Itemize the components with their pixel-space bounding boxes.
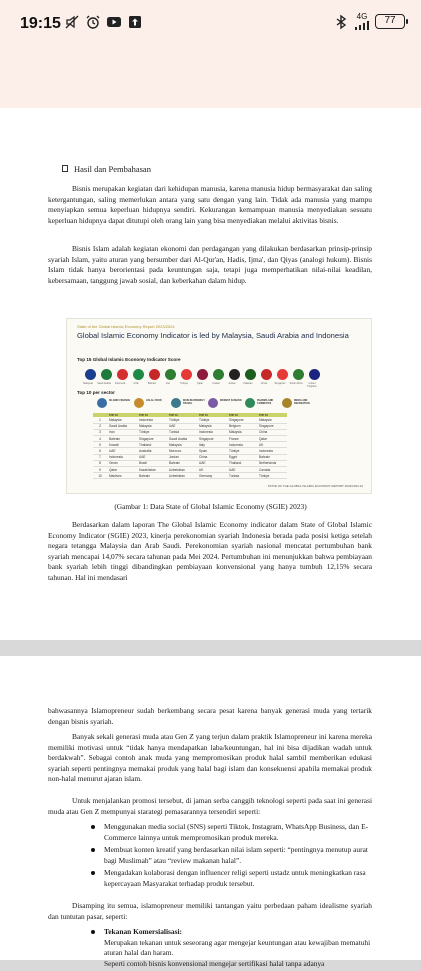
- flag-country-name: Bahrain: [147, 382, 157, 385]
- signal-icon: [355, 21, 369, 30]
- figure-sector-label: Top 10 per sector: [77, 390, 115, 395]
- sector-label: HALAL FOOD: [146, 399, 162, 402]
- table-cell: Bahrain: [257, 454, 287, 460]
- document-page-1[interactable]: [0, 108, 421, 640]
- sector-label: MEDIA AND RECREATION: [294, 399, 310, 405]
- section-heading: [62, 164, 151, 174]
- list-item: [104, 822, 374, 843]
- table-cell: UAE: [227, 467, 257, 473]
- youtube-icon: [106, 14, 122, 30]
- challenge-text: Merupakan tekanan untuk seseorang agar mengejar keuntungan atau kewajiban mematuhi aturan halal dan haram.: [104, 937, 371, 958]
- table-cell: 6: [93, 448, 107, 454]
- country-flag-icon: [245, 369, 256, 380]
- table-cell: Malaysia: [167, 442, 197, 448]
- table-cell: Spain: [197, 448, 227, 454]
- alarm-icon: [85, 14, 101, 30]
- status-bar: [0, 0, 421, 50]
- country-flag-icon: [213, 369, 224, 380]
- table-cell: 2: [93, 423, 107, 429]
- paragraph: Berdasarkan dalam laporan The Global Islamic Economy indicator dalam State of Global Islamic Economy Indicator (SGIE) 2023, kinerja perekonomian syariah Indonesia berada pada posisi ketiga setelah negara tetangga Malaysia dan Arab Saudi. Perekonomian syariah nasional mencatat pertumbuhan bank syariah mencapai 14,07% secara tahunan pada Mei 2024. Pertumbuhan ini menunjukkan bahwa pembiayaan bank syariah lebih tinggi dibandingkan pembiayaan konvensional yang hanya tumbuh 12,15% secara tahunan. Hal ini mendasari: [48, 520, 372, 582]
- flag-country-name: UAE: [133, 382, 139, 385]
- flag-country-name: Iran: [165, 382, 171, 385]
- network-label: 4G: [356, 12, 368, 21]
- country-flag-icon: [309, 369, 320, 380]
- table-cell: Qatar: [107, 467, 137, 473]
- table-cell: Kazakhstan: [137, 467, 167, 473]
- mute-icon: [64, 14, 80, 30]
- battery-indicator: 77: [375, 14, 405, 29]
- table-header-cell: TOP 10: [107, 413, 137, 417]
- table-cell: Italy: [197, 442, 227, 448]
- network-indicator: [355, 13, 369, 30]
- table-cell: UK: [197, 467, 227, 473]
- challenge-text: Seperti contoh bisnis konvensional mengejar sertifikasi halal tanpa adanya: [104, 958, 325, 968]
- figure-title: Global Islamic Economy Indicator is led by Malaysia, Saudi Arabia and Indonesia: [77, 331, 349, 340]
- flag-country-name: Qatar: [197, 382, 203, 385]
- figure-footer: STATE OF THE GLOBAL ISLAMIC ECONOMY REPORT 2023/2024 22: [267, 484, 363, 488]
- country-flag-icon: [101, 369, 112, 380]
- bluetooth-icon: [333, 14, 349, 30]
- table-cell: Singapore: [257, 423, 287, 429]
- table-cell: Germany: [197, 473, 227, 479]
- table-cell: UAE: [107, 448, 137, 454]
- challenge-list: [104, 927, 374, 971]
- sector-header: [134, 397, 168, 412]
- sector-icon: [97, 398, 107, 408]
- paragraph: Bisnis Islam adalah kegiatan ekonomi dan perdagangan yang dilakukan berdasarkan prinsip-prinsip syariah Islam, yaitu aturan yang bersumber dari Al-Qur'an, Hadis, Ijma', dan Qiyas (analogi hukum). Bisnis Islam tidak hanya berorientasi pada keuntungan saja, tetapi juga memperhatikan nilai-nilai keadilan, kebersamaan, tanggung jawab sosial, dan keberkahan dalam hidup.: [48, 244, 372, 285]
- table-cell: Türkiye: [257, 473, 287, 479]
- flag-country-name: South Africa: [289, 382, 303, 385]
- table-cell: 7: [93, 454, 107, 460]
- table-cell: Malaysia: [257, 417, 287, 423]
- flag-country-name: Malaysia: [83, 382, 93, 385]
- table-cell: 9: [93, 467, 107, 473]
- sector-label: PHARMA AND COSMETICS: [257, 399, 274, 405]
- table-cell: Uzbekistan: [167, 467, 197, 473]
- sector-icon: [134, 398, 144, 408]
- status-notification-icons: [64, 14, 143, 30]
- list-item: [104, 868, 374, 889]
- flag-country-name: United Kingdom: [307, 382, 317, 388]
- flag-country-name: Singapore: [274, 382, 286, 385]
- table-cell: Egypt: [227, 454, 257, 460]
- challenge-title: Tekanan Komersialisasi:: [104, 927, 182, 936]
- table-header-cell: TOP 10: [137, 413, 167, 417]
- table-cell: Kuwait: [107, 442, 137, 448]
- table-cell: Brazil: [137, 460, 167, 466]
- sector-header: [245, 397, 279, 412]
- table-cell: Türkiye: [227, 448, 257, 454]
- table-cell: Indonesia: [257, 448, 287, 454]
- paragraph: bahwasannya Islamopreneur sudah berkembang secara pesat karena banyak generasi muda yang tertarik dengan bisnis syariah.: [48, 706, 372, 726]
- table-cell: 5: [93, 442, 107, 448]
- table-cell: Bahrain: [137, 473, 167, 479]
- flag-country-name: Saudi Arabia: [97, 382, 111, 385]
- sector-label: MUSLIM-FRIENDLY TRAVEL: [183, 399, 205, 405]
- bullet-dot: [91, 930, 95, 934]
- list-item-text: Mengadakan kolaborasi dengan influencer religi seperti ustadz untuk meningkatkan rasa kepercayaan Masyarakat terhadap produk tersebut.: [104, 868, 366, 888]
- table-cell: Malaysia: [107, 417, 137, 423]
- figure-top15-label: Top 15 Global Islamic Economy Indicator Score: [77, 357, 181, 362]
- flag-country-name: Pakistan: [243, 382, 253, 385]
- table-cell: Malaysia: [137, 423, 167, 429]
- table-header-cell: TOP 10: [197, 413, 227, 417]
- table-cell: Malaysia: [227, 429, 257, 435]
- paragraph: Bisnis merupakan kegiatan dari kehidupan manusia, karena manusia hidup bermasyarakat dan saling ketergantungan, saling memerlukan antara yang satu dengan yang lain. Tidak ada manusia yang mampu menyiapkan semua keperluan hidupnya sendiri. Kekurangan kemampuan manusia menyediakan sesuatu keperluan hidupnya dapat ditutupi oleh orang lain yang bisa menyediakan melalui aktivitas bisnis.: [48, 184, 372, 225]
- strategy-list: [104, 822, 374, 892]
- flag-name-row: [81, 382, 319, 388]
- document-page-2[interactable]: [0, 656, 421, 968]
- table-cell: UK: [257, 442, 287, 448]
- flag-row: [85, 369, 320, 380]
- upload-icon: [127, 14, 143, 30]
- sector-header: [171, 397, 205, 412]
- table-cell: UAE: [197, 460, 227, 466]
- country-flag-icon: [117, 369, 128, 380]
- table-cell: Türkiye: [197, 417, 227, 423]
- sector-header: [97, 397, 131, 412]
- table-cell: Singapore: [227, 417, 257, 423]
- table-cell: Oman: [107, 460, 137, 466]
- table-cell: UAE: [137, 454, 167, 460]
- section-heading-text: Hasil dan Pembahasan: [74, 164, 151, 174]
- table-cell: Türkiye: [167, 417, 197, 423]
- country-flag-icon: [261, 369, 272, 380]
- country-flag-icon: [197, 369, 208, 380]
- table-cell: Saudi Arabia: [107, 423, 137, 429]
- table-cell: Malaysia: [197, 423, 227, 429]
- table-cell: 1: [93, 417, 107, 423]
- table-cell: Qatar: [257, 436, 287, 442]
- country-flag-icon: [165, 369, 176, 380]
- table-cell: Iran: [107, 429, 137, 435]
- sector-label: MODEST FASHION: [220, 399, 242, 402]
- table-cell: Indonesia: [137, 417, 167, 423]
- table-cell: Indonesia: [107, 454, 137, 460]
- bullet-dot: [91, 871, 95, 875]
- paragraph: Banyak sekali generasi muda atau Gen Z yang terjun dalam praktik Islamopreneur ini karena mereka memiliki motivasi untuk “tidak hanya mendapatkan laba/keuntungan, hal ini bisa dijadikan wadah untuk berdakwah”. Sebagai contoh anak muda yang mempromosikan produk halal sambil memberikan edukasi syariah seperti pentingnya memakai produk yang halal bagi islam dan konsekuensi apabila memakai produk non-halal menurut ajaran islam.: [48, 732, 372, 784]
- sector-ranking-table: [93, 413, 287, 479]
- table-cell: Türkiye: [137, 429, 167, 435]
- list-item: [104, 927, 374, 969]
- table-cell: 10: [93, 473, 107, 479]
- flag-country-name: Jordan: [228, 382, 236, 385]
- table-cell: Belgium: [227, 423, 257, 429]
- table-cell: 4: [93, 436, 107, 442]
- table-cell: Morocco: [167, 448, 197, 454]
- flag-country-name: Türkiye: [180, 382, 188, 385]
- sector-icon: [208, 398, 218, 408]
- list-item-text: Membuat konten kreatif yang berdasarkan nilai islam seperti: “pentingnya menutup aurat bagi Muslimah” atau “review makanan halal”.: [104, 845, 368, 865]
- flag-country-name: Oman: [260, 382, 268, 385]
- table-cell: Indonesia: [227, 442, 257, 448]
- table-header-cell: TOP 10: [257, 413, 287, 417]
- sector-header: [282, 397, 316, 412]
- table-cell: 3: [93, 429, 107, 435]
- country-flag-icon: [181, 369, 192, 380]
- country-flag-icon: [229, 369, 240, 380]
- table-cell: Thailand: [227, 460, 257, 466]
- country-flag-icon: [85, 369, 96, 380]
- table-cell: Singapore: [137, 436, 167, 442]
- table-cell: Bahrain: [167, 460, 197, 466]
- table-row: [93, 473, 287, 479]
- figure-overline: State of the Global Islamic Economy Report 2023/2024: [77, 324, 175, 329]
- sgie-figure: [66, 318, 372, 494]
- status-time: 19:15: [20, 15, 61, 32]
- status-system-icons: [333, 13, 405, 30]
- sector-icon: [245, 398, 255, 408]
- sector-row: [97, 397, 316, 412]
- table-cell: Tunisia: [227, 473, 257, 479]
- table-cell: Singapore: [197, 436, 227, 442]
- bullet-dot: [91, 825, 95, 829]
- table-cell: Tunisia: [167, 429, 197, 435]
- country-flag-icon: [133, 369, 144, 380]
- table-cell: Maldives: [107, 473, 137, 479]
- checkbox-bullet-icon: [62, 165, 68, 172]
- table-cell: UAE: [167, 423, 197, 429]
- paragraph: Disamping itu semua, islamopreneur memiliki tantangan yaitu perbedaan paham idealisme syariah dan tuntutan pasar, seperti:: [48, 901, 372, 921]
- table-cell: Netherlands: [257, 460, 287, 466]
- sector-icon: [282, 398, 292, 408]
- country-flag-icon: [149, 369, 160, 380]
- flag-country-name: Kuwait: [212, 382, 220, 385]
- table-cell: China: [257, 429, 287, 435]
- table-cell: Jordan: [167, 454, 197, 460]
- table-cell: Australia: [137, 448, 167, 454]
- table-header-cell: TOP 10: [167, 413, 197, 417]
- table-cell: China: [197, 454, 227, 460]
- sector-label: ISLAMIC FINANCE: [109, 399, 131, 402]
- table-cell: Canada: [257, 467, 287, 473]
- sector-icon: [171, 398, 181, 408]
- table-cell: Uzbekistan: [167, 473, 197, 479]
- table-cell: Bahrain: [107, 436, 137, 442]
- table-cell: Thailand: [137, 442, 167, 448]
- list-item-text: Menggunakan media social (SNS) seperti Tiktok, Instagram, WhatsApp Business, dan E-Commerce lainnya untuk mempromosikan produk mereka.: [104, 822, 369, 842]
- country-flag-icon: [293, 369, 304, 380]
- country-flag-icon: [277, 369, 288, 380]
- flag-country-name: Indonesia: [114, 382, 126, 385]
- table-header-cell: TOP 10: [227, 413, 257, 417]
- table-cell: France: [227, 436, 257, 442]
- paragraph: Untuk menjalankan promosi tersebut, di jaman serba canggih teknologi seperti pada saat ini generasi muda atau Gen Z mempunyai starategi pemasarannya tersendiri seperti:: [48, 796, 372, 816]
- bullet-dot: [91, 848, 95, 852]
- document-viewer-margin: [0, 50, 421, 108]
- table-cell: Saudi Arabia: [167, 436, 197, 442]
- table-cell: Indonesia: [197, 429, 227, 435]
- table-cell: 8: [93, 460, 107, 466]
- list-item: [104, 845, 374, 866]
- figure-caption: (Gambar 1: Data State of Global Islamic Economy (SGIE) 2023): [114, 502, 307, 511]
- sector-header: [208, 397, 242, 412]
